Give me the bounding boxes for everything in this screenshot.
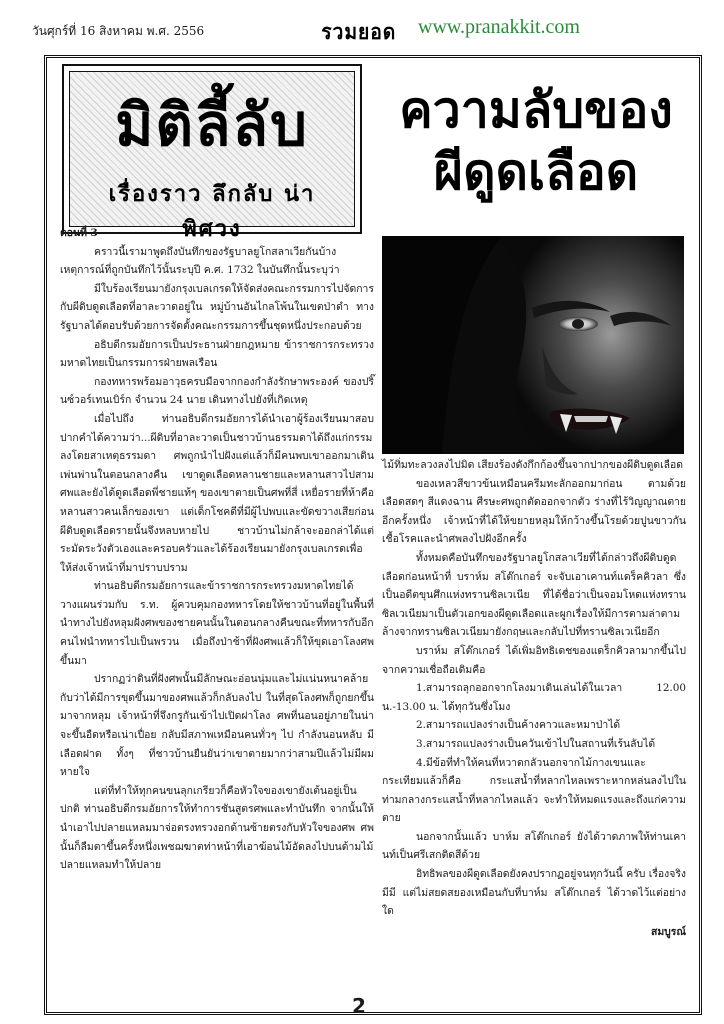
part-label: ตอนที่ 3 bbox=[60, 227, 98, 239]
paragraph: อธิบดีกรมอัยการเป็นประธานฝ่ายกฎหมาย ข้าราชการกระทรวงมหาดไทยเป็นกรรมการฝ่ายพลเรือน bbox=[60, 338, 374, 370]
paragraph: ท่านอธิบดีกรมอัยการและข้าราชการกระทรวงมหาดไทยได้วางแผนร่วมกับ ร.ท. ผู้ควบคุมกองทหารโดยให้ชาวบ้านที่อยู่ในพื้นที่นำทางไปยังหลุมฝังศพของชายคนนั้นในตอนกลางคืนขณะที่ทหารกับอีกคนไฟนำทหารไปเป็นพรวน เมื่อถึงป่าช้าที่ฝังศพแล้วก็ให้ขุดเอาโลงศพขึ้นมา bbox=[60, 580, 374, 667]
paragraph: มีใบร้องเรียนมายังกรุงเบลเกรดให้จัดส่งคณะกรรมการไปจัดการกับผีดิบดูดเลือดที่อาละวาดอยู่ใน หมู่บ้านอันไกลโพ้นในเขตป่าดำ ทางรัฐบาลได้ตอบรับด้วยการจัดตั้งคณะกรรมการขึ้นชุดหนึ่งประกอบด้วย bbox=[60, 282, 374, 332]
page-number: 2 bbox=[352, 994, 366, 1018]
list-item: 4.มีข้อที่ทำให้คนที่หวาดกลัวนอกจากไม้กางเขนและกระเทียมแล้วก็คือ กระแสน้ำที่หลากไหลเพราะหากหล่นลงไปในท่ามกลางกระแสน้ำที่หลากไหลแล้ว จะทำให้หมดแรงและถึงแก่ความตาย bbox=[382, 756, 686, 825]
right-column-text bbox=[382, 456, 686, 941]
continued-paragraph: ไม้ทิ่มทะลวงลงไปมิด เสียงร้องดังกึกก้องขึ้นจากปากของผีดิบดูดเลือด bbox=[382, 459, 683, 471]
paragraph: อิทธิพลของผีดูดเลือดยังคงปรากฏอยู่จนทุกวันนี้ ครับ เรื่องจริงมีมี แต่ไม่สยดสยองเหมือนกับที่บาห์ม สโต๊กเกอร์ ได้วาดไว้แต่อย่างใด bbox=[382, 868, 686, 918]
paragraph: กองทหารพร้อมอาวุธครบมือจากกองกำลังรักษาพระองค์ ของปริ๊นซ์วอร์เทนเบิร์ก จำนวน 24 นาย เดินทางไปยังที่เกิดเหตุ bbox=[60, 375, 374, 407]
paragraph: ของเหลวสีขาวข้นเหมือนครีมทะลักออกมาก่อน ตามด้วยเลือดสดๆ สีแดงฉาน ศีรษะศพถูกตัดออกจากตัว ร่างที่ไร้วิญญาณตายอีกครั้งหนึ่ง เจ้าหน้าที่ได้ให้ขยายหลุมให้กว้างขึ้นโรยด้วยปูนขาวกันเชื้อโรคและนำศพลงไปฝังอีกครั้ง bbox=[382, 477, 686, 546]
list-item: 1.สามารถลุกออกจากโลงมาเดินเล่นได้ในเวลา 12.00 น.-13.00 น. ได้ทุกวันซึ่งโมง bbox=[382, 682, 686, 713]
page-header bbox=[0, 0, 724, 52]
vampire-photo bbox=[382, 236, 684, 454]
magazine-logo: รวมยอด bbox=[321, 20, 397, 44]
left-column-text bbox=[60, 224, 374, 875]
issue-date: วันศุกร์ที่ 16 สิงหาคม พ.ศ. 2556 bbox=[32, 24, 205, 38]
headline-line-2: ผีดูดเลือด bbox=[433, 143, 639, 201]
list-item: 3.สามารถแปลงร่างเป็นควันเข้าไปในสถานที่เร้นลับได้ bbox=[416, 737, 656, 750]
paragraph: นอกจากนั้นแล้ว บาห์ม สโต๊กเกอร์ ยังได้วาดภาพให้ท่านเคานท์เป็นศรีเสกติดสีด้วย bbox=[382, 830, 686, 862]
paragraph: เมื่อไปถึง ท่านอธิบดีกรมอัยการได้นำเอาผู้ร้องเรียนมาสอบปากคำได้ความว่า...ผีดิบที่อาละวาดเป็นชาวบ้านธรรมดาได้ถึงแก่กรรมลงโดยสาเหตุธรรมดา ศพถูกนำไปฝังแต่แล้วก็มีคนพบเขาออกมาเดินเพ่นพ่านในตอนกลางคืน เขาดูดเลือดหลานชายและหลานสาวไปสามศพและยังได้ดูดเลือดพี่ชายแท้ๆ ของเขาตายเป็นศพที่สี่ เหยื่อรายที่ห้าคือหลานสาวคนเล็กของเขา แต่เด็กโชคดีที่มีผู้ไปพบและขัดขวางเสียก่อนผีดิบดูดเลือดรายนั้นจึงหลบหายไป ชาวบ้านไม่กล้าจะออกล่าได้แต่ระมัดระวังตัวเองและครอบครัวและได้ร้องเรียนมายังกรุงเบลเกรดเพื่อให้ส่งเจ้าหน้าที่มาปราบปราม bbox=[60, 412, 374, 574]
paragraph: บราห์ม สโต๊กเกอร์ ได้เพิ่มอิทธิเดชของแดร็กคิวลามากขึ้นไปจากความเชื่อถือเดิมคือ bbox=[382, 644, 686, 676]
paragraph: ปรากฏว่าดินที่ฝังศพนั้นมีลักษณะอ่อนนุ่มและไม่แน่นหนาคล้ายกับว่าได้มีการขุดขึ้นมาของศพแล้วก็กลับลงไป ในที่สุดโลงศพก็ถูกยกขึ้นมาจากหลุม เจ้าหน้าที่จึงกรูกันเข้าไปเปิดฝาโลง ศพที่นอนอยู่ภายในน่าจะขึ้นอืดหรือเน่าเปื่อย กลับมีสภาพเหมือนคนทั่วๆ ไป กำลังนอนหลับ มีเลือดฝาด ทั้งๆ ที่ชาวบ้านยืนยันว่าเขาตายมากว่าสามปีแล้วไม่มีผมหายใจ bbox=[60, 673, 374, 779]
column-title-box bbox=[62, 64, 362, 242]
column-title: มิติลี้ลับ bbox=[115, 91, 309, 159]
article-headline bbox=[376, 80, 696, 204]
author-signature: สมบูรณ์ bbox=[650, 925, 686, 938]
vampire-face-illustration bbox=[382, 236, 684, 454]
column-subtitle: เรื่องราว ลึกลับ น่าพิศวง bbox=[108, 182, 316, 242]
paragraph: แต่ที่ทำให้ทุกคนขนลุกเกรียวก็คือหัวใจของเขายังเต้นอยู่เป็นปกติ ท่านอธิบดีกรมอัยการให้ทำการชันสูตรศพและทำบันทึก จากนั้นให้นำเอาไปปลายแหลมมาจ่อตรงทรวงอกด้านซ้ายตรงกับหัวใจของศพ ศพนั้นก็ลืมตาขึ้นครั้งหนึ่งเพชฌฆาตท่าหน้าที่เอาฆ้อนไม้อัดลงไปบนด้ามไม้ปลายแหลมทำให้ปลาย bbox=[60, 784, 374, 872]
headline-line-1: ความลับของ bbox=[399, 81, 673, 139]
website-url: www.pranakkit.com bbox=[418, 16, 580, 38]
paragraph: ทั้งหมดคือบันทึกของรัฐบาลยูโกสลาเวียที่ได้กล่าวถึงผีดิบดูดเลือดก่อนหน้าที่ บราห์ม สโต๊กเกอร์ จะจับเอาเคานท์แดร็คคิวลา ซึ่งเป็นอดีตขุนศึกแห่งทรานซิลเวเนีย ที่ได้ชื่อว่าเป็นจอมโหดแห่งทรานซิลเวเนียมาเป็นตัวเอกของผีดูดเลือดและผูกเรื่องให้มีการตามล่าตามล้างจากทรานซิลเวเนียมายังกฤษและกลับไปที่ทรานซิลเวเนียอีก bbox=[382, 551, 686, 639]
paragraph: คราวนี้เรามาพูดถึงบันทึกของรัฐบาลยูโกสลาเวียกันบ้างเหตุการณ์ที่ถูกบันทึกไว้นั้นระบุปี ค.ศ. 1732 ในบันทึกนั้นระบุว่า bbox=[60, 245, 340, 277]
list-item: 2.สามารถแปลงร่างเป็นค้างคาวและหมาป่าได้ bbox=[416, 719, 621, 732]
